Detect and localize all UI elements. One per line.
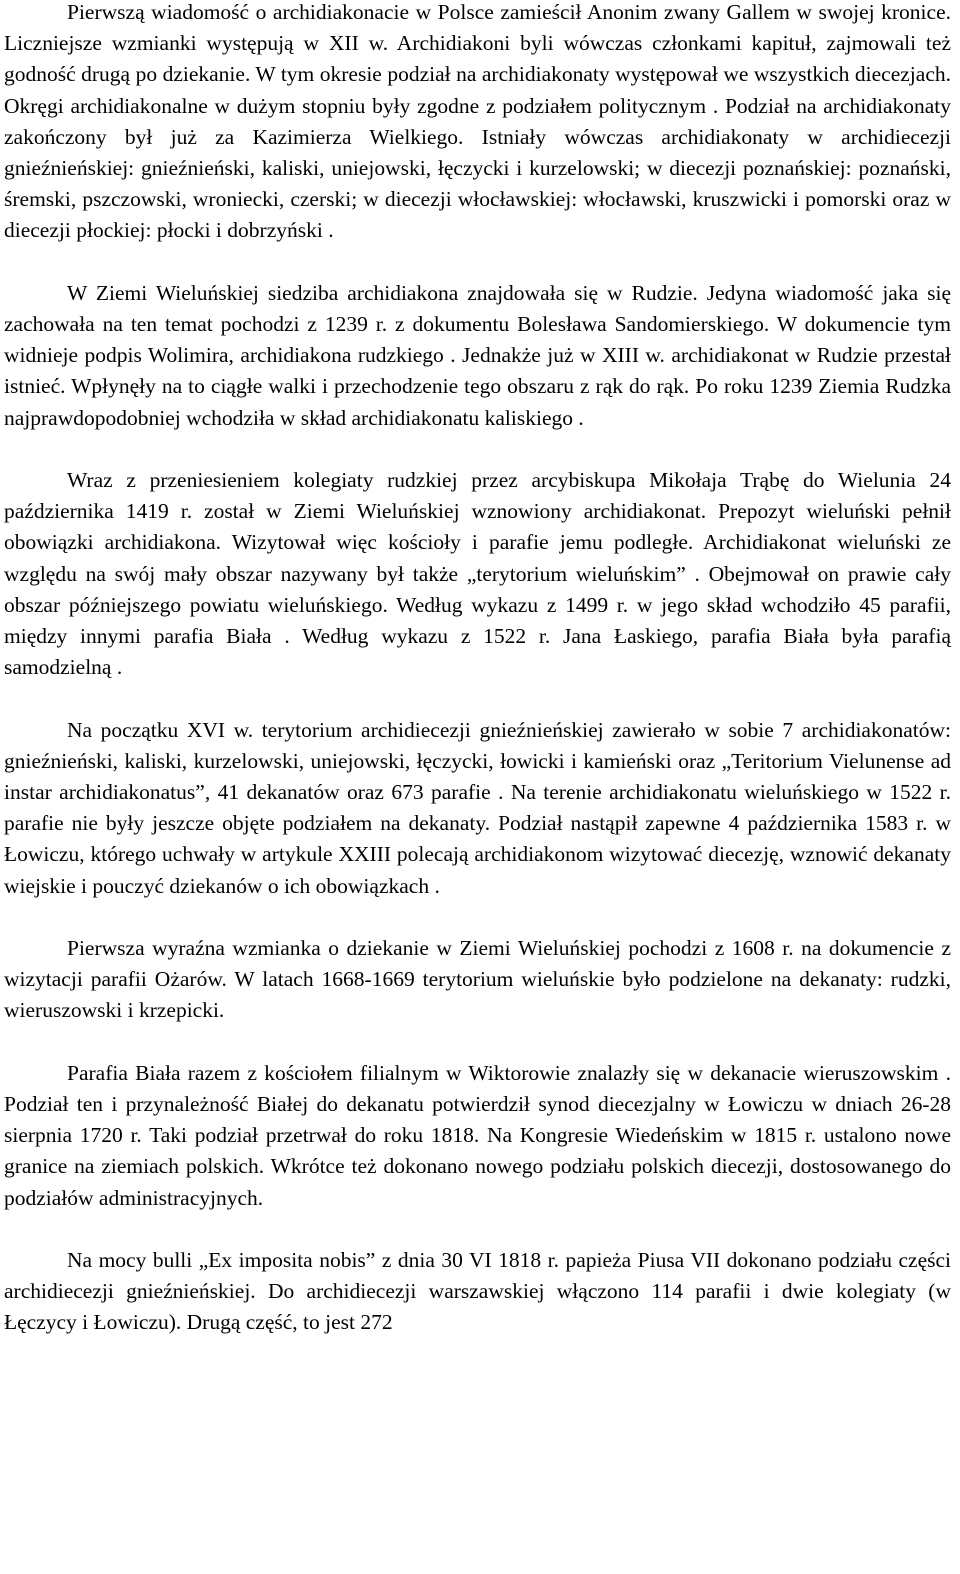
paragraph-xvi-wiek-dekanaty: Na początku XVI w. terytorium archidiecezji gnieźnieńskiej zawierało w sobie 7 archidiakonatów: gnieźnieński, kaliski, kurzelowski, uniejowski, łęczycki, łowicki i kamieński oraz „Teritorium Vielunense ad instar archidiakonatus”, 41 dekanatów oraz 673 parafie . Na terenie archidiakonatu wieluńskiego w 1522 r. parafie nie były jeszcze objęte podziałem na dekanaty. Podział nastąpił zapewne 4 października 1583 r. w Łowiczu, którego uchwały w artykule XXIII polecają archidiakonom wizytować diecezję, wznowić dekanaty wiejskie i pouczyć dziekanów o ich obowiązkach .	[4, 717, 951, 898]
paragraph-archidiakonat-wielunski: Wraz z przeniesieniem kolegiaty rudzkiej przez arcybiskupa Mikołaja Trąbę do Wielunia 24 października 1419 r. został w Ziemi Wieluńskiej wznowiony archidiakonat. Prepozyt wieluński pełnił obowiązki archidiakona. Wizytował więc kościoły i parafie jemu podległe. Archidiakonat wieluński ze względu na swój mały obszar nazywany był także „terytorium wieluńskim” . Obejmował on prawie cały obszar późniejszego powiatu wieluńskiego. Według wykazu z 1499 r. w jego skład wchodziło 45 parafii, między innymi parafia Biała . Według wykazu z 1522 r. Jana Łaskiego, parafia Biała była parafią samodzielną .	[4, 468, 951, 680]
paragraph-pierwsza-wzmianka-dziekan: Pierwsza wyraźna wzmianka o dziekanie w Ziemi Wieluńskiej pochodzi z 1608 r. na dokumencie z wizytacji parafii Ożarów. W latach 1668-1669 terytorium wieluńskie było podzielone na dekanaty: rudzki, wieruszowski i krzepicki.	[4, 936, 951, 1023]
paragraph-bulla-ex-imposita-nobis: Na mocy bulli „Ex imposita nobis” z dnia 30 VI 1818 r. papieża Piusa VII dokonano podziału części archidiecezji gnieźnieńskiej. Do archidiecezji warszawskiej włączono 114 parafii i dwie kolegiaty (w Łęczycy i Łowiczu). Drugą część, to jest 272	[4, 1248, 951, 1335]
paragraph-parafia-biala-dekanat: Parafia Biała razem z kościołem filialnym w Wiktorowie znalazły się w dekanacie wieruszowskim . Podział ten i przynależność Białej do dekanatu potwierdził synod diecezjalny w Łowiczu w dniach 26-28 sierpnia 1720 r. Taki podział przetrwał do roku 1818. Na Kongresie Wiedeńskim w 1815 r. ustalono nowe granice na ziemiach polskich. Wkrótce też dokonano nowego podziału polskich diecezji, dostosowanego do podziałów administracyjnych.	[4, 1060, 951, 1210]
document-page	[4, 0, 951, 1339]
paragraph-archidiakonaty-w-polsce: Pierwszą wiadomość o archidiakonacie w Polsce zamieścił Anonim zwany Gallem w swojej kronice. Liczniejsze wzmianki występują w XII w. Archidiakoni byli wówczas członkami kapituł, zajmowali też godność drugą po dziekanie. W tym okresie podział na archidiakonaty występował we wszystkich diecezjach. Okręgi archidiakonalne w dużym stopniu były zgodne z podziałem politycznym . Podział na archidiakonaty zakończony był już za Kazimierza Wielkiego. Istniały wówczas archidiakonaty w archidiecezji gnieźnieńskiej: gnieźnieński, kaliski, uniejowski, łęczycki i kurzelowski; w diecezji poznańskiej: poznański, śremski, pszczowski, wroniecki, czerski; w diecezji włocławskiej: włocławski, kruszwicki i pomorski oraz w diecezji płockiej: płocki i dobrzyński .	[4, 0, 951, 243]
paragraph-ziemia-wielunska-ruda: W Ziemi Wieluńskiej siedziba archidiakona znajdowała się w Rudzie. Jedyna wiadomość jaka się zachowała na ten temat pochodzi z 1239 r. z dokumentu Bolesława Sandomierskiego. W dokumencie tym widnieje podpis Wolimira, archidiakona rudzkiego . Jednakże już w XIII w. archidiakonat w Rudzie przestał istnieć. Wpłynęły na to ciągłe walki i przechodzenie tego obszaru z rąk do rąk. Po roku 1239 Ziemia Rudzka najprawdopodobniej wchodziła w skład archidiakonatu kaliskiego .	[4, 280, 951, 430]
